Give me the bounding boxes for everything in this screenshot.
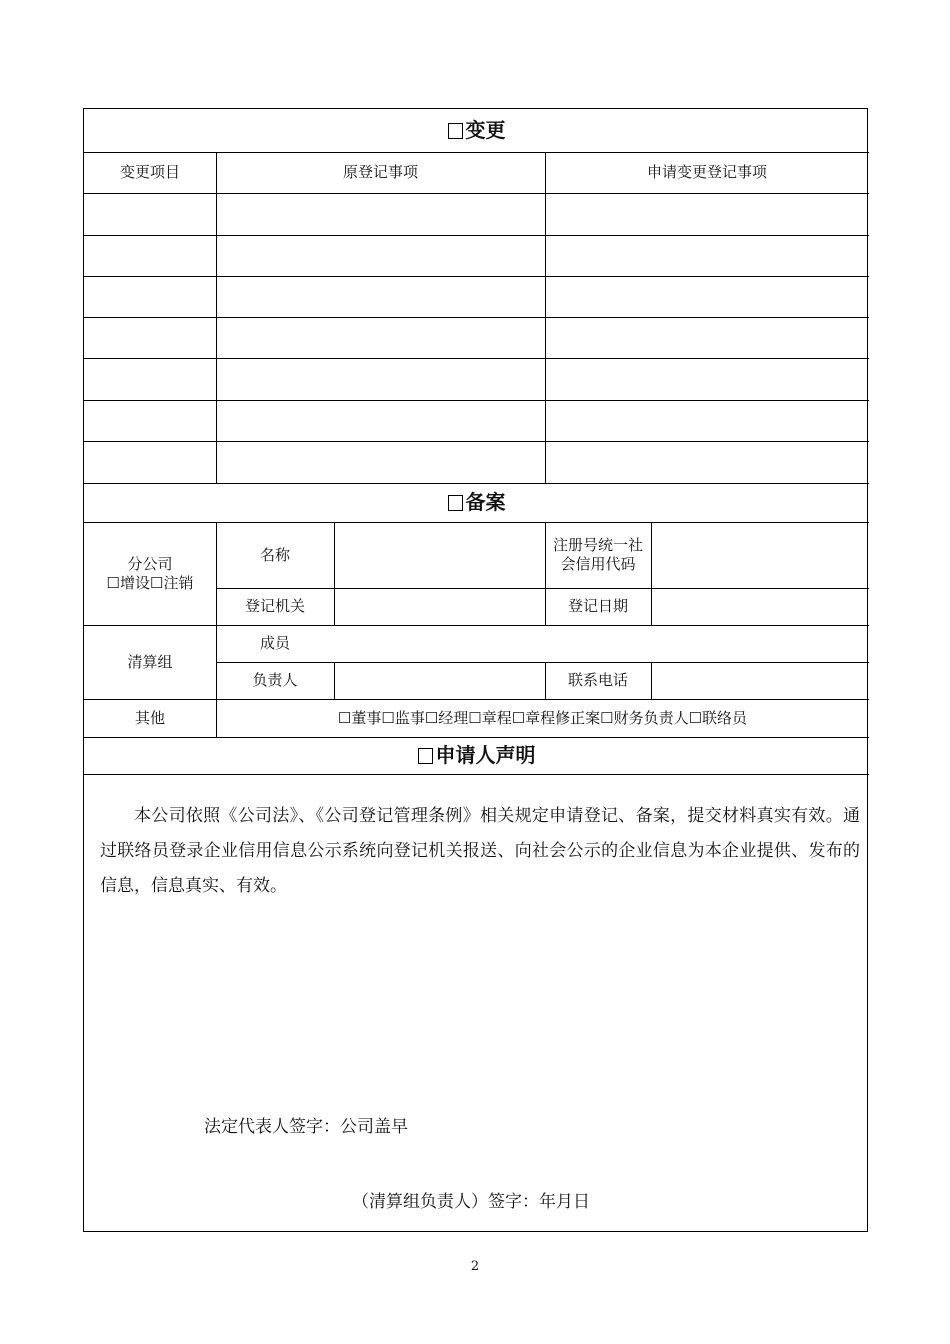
name-label: 名称 bbox=[259, 545, 290, 564]
branch-options[interactable]: ☐增设☐注销 bbox=[106, 573, 194, 592]
declaration-text: 本公司依照《公司法》、《公司登记管理条例》相关规定申请登记、备案，提交材料真实有效。通过联络员登录企业信用信息公示系统向登记机关报送、向社会公示的企业信息为本企业提供、发布的信息，信息真实、有效。 bbox=[100, 806, 860, 896]
liquidation-signature: （清算组负责人）签字：年月日 bbox=[352, 1192, 590, 1212]
change-row-3-requested[interactable] bbox=[545, 276, 869, 317]
change-row-2-item[interactable] bbox=[84, 235, 216, 276]
page-number: 2 bbox=[470, 1259, 480, 1274]
checkbox-change[interactable] bbox=[448, 123, 463, 139]
reg-no-label: 注册号统一社会信用代码 bbox=[553, 536, 644, 573]
reg-date-label: 登记日期 bbox=[567, 597, 628, 615]
members-label: 成员 bbox=[259, 634, 290, 652]
change-row-4-requested[interactable] bbox=[545, 317, 869, 358]
section-title-filing: 备案 bbox=[84, 483, 869, 522]
change-row-2-original[interactable] bbox=[216, 235, 545, 276]
change-row-7-requested[interactable] bbox=[545, 441, 869, 483]
change-row-7-item[interactable] bbox=[84, 441, 216, 483]
phone-input[interactable] bbox=[651, 662, 869, 699]
liquidation-label: 清算组 bbox=[127, 652, 173, 671]
phone-label: 联系电话 bbox=[567, 671, 628, 689]
reg-authority-input[interactable] bbox=[334, 588, 545, 625]
section-title-declaration: 申请人声明 bbox=[84, 737, 869, 774]
members-input[interactable] bbox=[334, 625, 869, 662]
change-row-6-original[interactable] bbox=[216, 400, 545, 441]
change-row-6-item[interactable] bbox=[84, 400, 216, 441]
leader-label: 负责人 bbox=[252, 671, 298, 689]
change-row-1-original[interactable] bbox=[216, 193, 545, 235]
change-row-7-original[interactable] bbox=[216, 441, 545, 483]
change-row-4-original[interactable] bbox=[216, 317, 545, 358]
branch-label: 分公司 bbox=[127, 554, 173, 573]
legal-rep-signature: 法定代表人签字：公司盖早 bbox=[204, 1117, 408, 1137]
change-row-4-item[interactable] bbox=[84, 317, 216, 358]
branch-label-cell bbox=[84, 522, 216, 625]
reg-authority-label: 登记机关 bbox=[244, 597, 305, 615]
change-row-2-requested[interactable] bbox=[545, 235, 869, 276]
change-row-1-item[interactable] bbox=[84, 193, 216, 235]
header-change-item: 变更项目 bbox=[119, 163, 180, 181]
change-row-3-original[interactable] bbox=[216, 276, 545, 317]
change-row-6-requested[interactable] bbox=[545, 400, 869, 441]
header-requested-item: 申请变更登记事项 bbox=[646, 163, 767, 181]
section-title-change: 变更 bbox=[84, 109, 869, 152]
change-row-3-item[interactable] bbox=[84, 276, 216, 317]
reg-no-input[interactable] bbox=[651, 522, 869, 588]
leader-input[interactable] bbox=[334, 662, 545, 699]
change-row-5-item[interactable] bbox=[84, 358, 216, 400]
name-input[interactable] bbox=[334, 522, 545, 588]
change-row-5-original[interactable] bbox=[216, 358, 545, 400]
application-form bbox=[83, 108, 868, 1232]
checkbox-declaration[interactable] bbox=[418, 748, 433, 764]
change-row-1-requested[interactable] bbox=[545, 193, 869, 235]
header-original-item: 原登记事项 bbox=[342, 163, 418, 181]
other-label: 其他 bbox=[134, 708, 165, 727]
checkbox-filing[interactable] bbox=[448, 495, 463, 511]
change-row-5-requested[interactable] bbox=[545, 358, 869, 400]
reg-date-input[interactable] bbox=[651, 588, 869, 625]
other-options[interactable]: ☐董事☐监事☐经理☐章程☐章程修正案☐财务负责人☐联络员 bbox=[337, 708, 748, 727]
